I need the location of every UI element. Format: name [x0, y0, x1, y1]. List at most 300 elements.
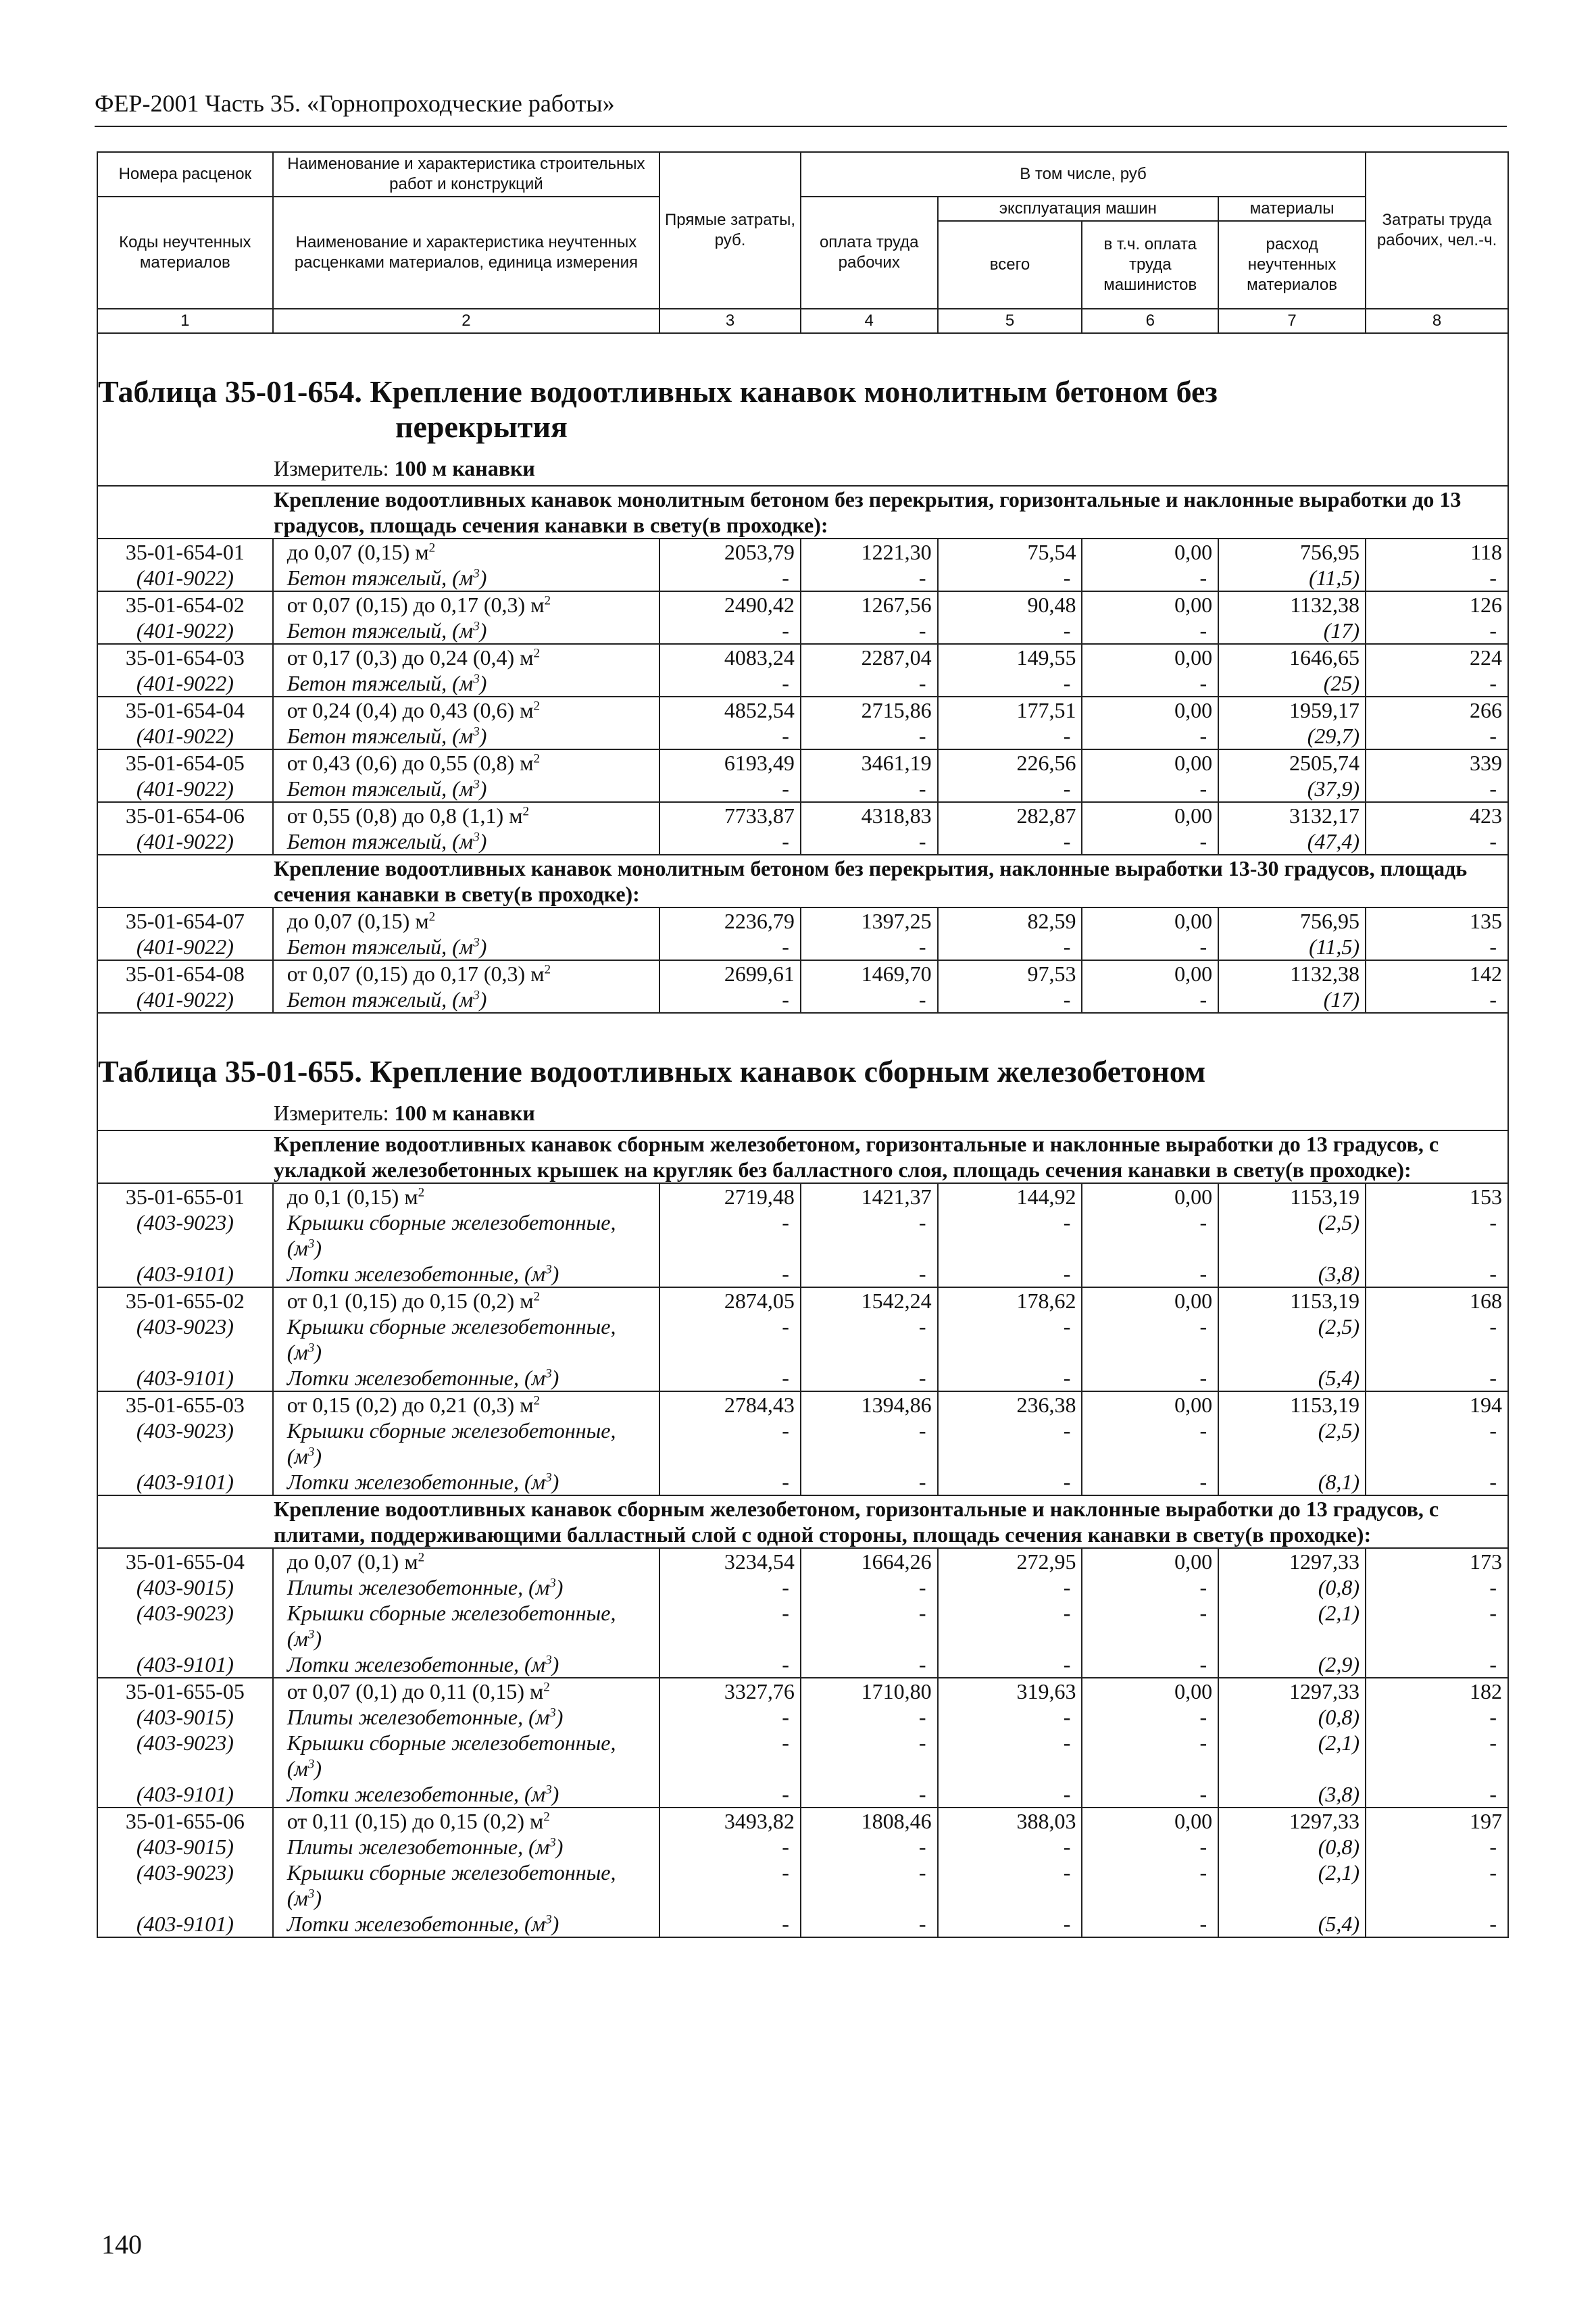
table-title: Таблица 35-01-655. Крепление водоотливных канавок сборным железобетоном [98, 1054, 1206, 1089]
rate-row [97, 1391, 1508, 1418]
dash: - [1082, 776, 1218, 802]
rate-name: до 0,07 (0,15) $м^2$ [273, 907, 659, 934]
material-qty: (8,1) [1218, 1469, 1366, 1495]
material-row [97, 1365, 1508, 1391]
dash: - [1082, 1314, 1218, 1365]
dash: - [801, 1574, 938, 1600]
dash: - [659, 565, 801, 591]
direct-cost: 2719,48 [659, 1183, 801, 1210]
dash: - [1366, 1261, 1508, 1287]
dash: - [1082, 565, 1218, 591]
machinist-pay: 0,00 [1082, 1391, 1218, 1418]
machines-total: 144,92 [938, 1183, 1082, 1210]
material-qty: (0,8) [1218, 1704, 1366, 1730]
dash: - [1366, 1210, 1508, 1261]
col-machines: эксплуатация машин [938, 197, 1219, 221]
material-code: (403-9015) [97, 1834, 273, 1860]
direct-cost: 2053,79 [659, 539, 801, 565]
rate-row [97, 644, 1508, 670]
col-num-5: 5 [938, 309, 1082, 333]
material-qty: (2,5) [1218, 1314, 1366, 1365]
material-row [97, 828, 1508, 855]
materials-cost: 2505,74 [1218, 749, 1366, 776]
rate-code: 35-01-655-01 [97, 1183, 273, 1210]
material-qty: (47,4) [1218, 828, 1366, 855]
materials-cost: 1959,17 [1218, 697, 1366, 723]
material-code: (403-9101) [97, 1781, 273, 1808]
rate-code: 35-01-654-05 [97, 749, 273, 776]
direct-cost: 2490,42 [659, 591, 801, 618]
dash: - [1082, 670, 1218, 697]
labor-hours: 423 [1366, 802, 1508, 828]
material-name: Лотки железобетонные, $(м^3)$ [273, 1261, 659, 1287]
labor-hours: 168 [1366, 1287, 1508, 1314]
col-materials: материалы [1218, 197, 1366, 221]
dash: - [938, 1781, 1082, 1808]
dash: - [801, 1469, 938, 1495]
material-name: Бетон тяжелый, $(м^3)$ [273, 828, 659, 855]
dash: - [1082, 723, 1218, 749]
dash: - [1082, 1860, 1218, 1911]
material-row [97, 776, 1508, 802]
dash: - [801, 1860, 938, 1911]
dash: - [659, 934, 801, 960]
material-qty: (11,5) [1218, 934, 1366, 960]
dash: - [1366, 1730, 1508, 1781]
dash: - [1082, 1210, 1218, 1261]
col-mach-incl: в т.ч. оплата труда машинистов [1082, 221, 1218, 309]
material-name: Крышки сборные железобетонные, $(м^3)$ [273, 1860, 659, 1911]
dash: - [801, 1781, 938, 1808]
material-code: (401-9022) [97, 987, 273, 1013]
rate-name: от 0,43 (0,6) до 0,55 (0,8) $м^2$ [273, 749, 659, 776]
direct-cost: 7733,87 [659, 802, 801, 828]
dash: - [1366, 1834, 1508, 1860]
header-rule [95, 126, 1507, 127]
dash: - [938, 1469, 1082, 1495]
worker-pay: 1267,56 [801, 591, 938, 618]
rate-row [97, 1183, 1508, 1210]
dash: - [938, 1261, 1082, 1287]
labor-hours: 339 [1366, 749, 1508, 776]
rate-row [97, 1678, 1508, 1704]
direct-cost: 2699,61 [659, 960, 801, 987]
machines-total: 90,48 [938, 591, 1082, 618]
dash: - [1082, 1600, 1218, 1651]
direct-cost: 3493,82 [659, 1808, 801, 1834]
material-qty: (29,7) [1218, 723, 1366, 749]
rate-name: до 0,07 (0,1) $м^2$ [273, 1548, 659, 1574]
col-mat-use: расход неучтенных материалов [1218, 221, 1366, 309]
dash: - [1366, 1574, 1508, 1600]
dash: - [659, 618, 801, 644]
dash: - [801, 1365, 938, 1391]
material-row [97, 1730, 1508, 1781]
dash: - [801, 670, 938, 697]
labor-hours: 266 [1366, 697, 1508, 723]
material-code: (403-9023) [97, 1418, 273, 1469]
dash: - [659, 723, 801, 749]
worker-pay: 1221,30 [801, 539, 938, 565]
direct-cost: 3327,76 [659, 1678, 801, 1704]
dash: - [1366, 987, 1508, 1013]
machines-total: 177,51 [938, 697, 1082, 723]
labor-hours: 142 [1366, 960, 1508, 987]
dash: - [659, 1651, 801, 1678]
col-num-6: 6 [1082, 309, 1218, 333]
dash: - [659, 1365, 801, 1391]
material-row [97, 1469, 1508, 1495]
dash: - [801, 1210, 938, 1261]
worker-pay: 1397,25 [801, 907, 938, 934]
material-name: Лотки железобетонные, $(м^3)$ [273, 1365, 659, 1391]
dash: - [1082, 1730, 1218, 1781]
material-qty: (11,5) [1218, 565, 1366, 591]
dash: - [659, 1600, 801, 1651]
material-code: (401-9022) [97, 618, 273, 644]
dash: - [1082, 1365, 1218, 1391]
rate-code: 35-01-654-07 [97, 907, 273, 934]
machines-total: 388,03 [938, 1808, 1082, 1834]
direct-cost: 2236,79 [659, 907, 801, 934]
rate-code: 35-01-655-04 [97, 1548, 273, 1574]
dash: - [659, 1834, 801, 1860]
material-row [97, 1651, 1508, 1678]
material-name: Бетон тяжелый, $(м^3)$ [273, 618, 659, 644]
dash: - [938, 1365, 1082, 1391]
dash: - [801, 987, 938, 1013]
dash: - [938, 723, 1082, 749]
labor-hours: 173 [1366, 1548, 1508, 1574]
machinist-pay: 0,00 [1082, 1548, 1218, 1574]
dash: - [1082, 828, 1218, 855]
dash: - [1366, 1600, 1508, 1651]
dash: - [938, 1600, 1082, 1651]
column-header-table [97, 151, 1509, 334]
table-title: Таблица 35-01-654. Крепление водоотливных канавок монолитным бетоном без перекрытия [98, 374, 1218, 444]
material-code: (403-9023) [97, 1210, 273, 1261]
materials-cost: 756,95 [1218, 907, 1366, 934]
labor-hours: 194 [1366, 1391, 1508, 1418]
direct-cost: 2874,05 [659, 1287, 801, 1314]
dash: - [1082, 1418, 1218, 1469]
dash: - [938, 1860, 1082, 1911]
material-code: (401-9022) [97, 670, 273, 697]
material-code: (403-9023) [97, 1860, 273, 1911]
material-code: (401-9022) [97, 723, 273, 749]
material-qty: (0,8) [1218, 1834, 1366, 1860]
machinist-pay: 0,00 [1082, 644, 1218, 670]
dash: - [1082, 987, 1218, 1013]
dash: - [801, 828, 938, 855]
material-row [97, 1418, 1508, 1469]
table-measure: Измеритель: 100 м канавки [274, 456, 535, 480]
material-name: Лотки железобетонные, $(м^3)$ [273, 1781, 659, 1808]
dash: - [801, 1314, 938, 1365]
machinist-pay: 0,00 [1082, 802, 1218, 828]
dash: - [1366, 1651, 1508, 1678]
machinist-pay: 0,00 [1082, 1808, 1218, 1834]
dash: - [659, 828, 801, 855]
material-code: (403-9101) [97, 1365, 273, 1391]
materials-cost: 1297,33 [1218, 1808, 1366, 1834]
materials-cost: 1132,38 [1218, 960, 1366, 987]
material-code: (403-9101) [97, 1469, 273, 1495]
dash: - [659, 1911, 801, 1937]
machinist-pay: 0,00 [1082, 539, 1218, 565]
machines-total: 82,59 [938, 907, 1082, 934]
worker-pay: 1421,37 [801, 1183, 938, 1210]
material-qty: (5,4) [1218, 1365, 1366, 1391]
material-row [97, 670, 1508, 697]
machinist-pay: 0,00 [1082, 749, 1218, 776]
material-qty: (2,1) [1218, 1860, 1366, 1911]
materials-cost: 1297,33 [1218, 1678, 1366, 1704]
dash: - [659, 1781, 801, 1808]
dash: - [801, 1911, 938, 1937]
machines-total: 75,54 [938, 539, 1082, 565]
rate-name: от 0,07 (0,15) до 0,17 (0,3) $м^2$ [273, 591, 659, 618]
machines-total: 149,55 [938, 644, 1082, 670]
section-heading: Крепление водоотливных канавок монолитным бетоном без перекрытия, горизонтальные и наклонные выработки до 13 градусов, площадь сечения канавки в свету(в проходке): [97, 486, 1508, 539]
dash: - [659, 987, 801, 1013]
rate-code: 35-01-655-03 [97, 1391, 273, 1418]
rate-row [97, 907, 1508, 934]
material-row [97, 1261, 1508, 1287]
machinist-pay: 0,00 [1082, 697, 1218, 723]
rate-code: 35-01-654-06 [97, 802, 273, 828]
material-code: (403-9015) [97, 1704, 273, 1730]
materials-cost: 1153,19 [1218, 1287, 1366, 1314]
material-code: (403-9101) [97, 1651, 273, 1678]
rate-name: от 0,55 (0,8) до 0,8 (1,1) $м^2$ [273, 802, 659, 828]
col-mach-all: всего [938, 221, 1082, 309]
materials-cost: 3132,17 [1218, 802, 1366, 828]
dash: - [659, 1704, 801, 1730]
dash: - [1082, 1469, 1218, 1495]
dash: - [1082, 1834, 1218, 1860]
rate-code: 35-01-655-05 [97, 1678, 273, 1704]
rate-name: от 0,17 (0,3) до 0,24 (0,4) $м^2$ [273, 644, 659, 670]
machines-total: 97,53 [938, 960, 1082, 987]
material-row [97, 1704, 1508, 1730]
direct-cost: 2784,43 [659, 1391, 801, 1418]
dash: - [801, 1730, 938, 1781]
dash: - [1366, 1314, 1508, 1365]
col-pay: оплата труда рабочих [801, 197, 938, 309]
rate-name: до 0,07 (0,15) $м^2$ [273, 539, 659, 565]
machinist-pay: 0,00 [1082, 907, 1218, 934]
rate-code: 35-01-654-08 [97, 960, 273, 987]
material-qty: (3,8) [1218, 1261, 1366, 1287]
dash: - [801, 934, 938, 960]
material-qty: (2,1) [1218, 1600, 1366, 1651]
dash: - [1366, 565, 1508, 591]
labor-hours: 126 [1366, 591, 1508, 618]
dash: - [1366, 1911, 1508, 1937]
material-name: Крышки сборные железобетонные, $(м^3)$ [273, 1210, 659, 1261]
material-name: Плиты железобетонные, $(м^3)$ [273, 1834, 659, 1860]
col-rates-no: Номера расценок [97, 152, 273, 197]
dash: - [938, 1834, 1082, 1860]
dash: - [938, 1418, 1082, 1469]
material-row [97, 723, 1508, 749]
material-name: Бетон тяжелый, $(м^3)$ [273, 987, 659, 1013]
material-qty: (5,4) [1218, 1911, 1366, 1937]
material-name: Лотки железобетонные, $(м^3)$ [273, 1911, 659, 1937]
machines-total: 272,95 [938, 1548, 1082, 1574]
rate-name: от 0,15 (0,2) до 0,21 (0,3) $м^2$ [273, 1391, 659, 1418]
dash: - [1082, 1704, 1218, 1730]
material-name: Лотки железобетонные, $(м^3)$ [273, 1469, 659, 1495]
dash: - [938, 565, 1082, 591]
material-code: (403-9023) [97, 1730, 273, 1781]
dash: - [1366, 1469, 1508, 1495]
material-qty: (0,8) [1218, 1574, 1366, 1600]
machinist-pay: 0,00 [1082, 1287, 1218, 1314]
material-row [97, 934, 1508, 960]
dash: - [801, 1834, 938, 1860]
worker-pay: 4318,83 [801, 802, 938, 828]
material-name: Крышки сборные железобетонные, $(м^3)$ [273, 1314, 659, 1365]
worker-pay: 1394,86 [801, 1391, 938, 1418]
dash: - [659, 1574, 801, 1600]
worker-pay: 1469,70 [801, 960, 938, 987]
material-row [97, 1210, 1508, 1261]
machinist-pay: 0,00 [1082, 960, 1218, 987]
material-qty: (37,9) [1218, 776, 1366, 802]
material-row [97, 1574, 1508, 1600]
col-name: Наименование и характеристика строительных работ и конструкций [273, 152, 659, 197]
dash: - [938, 934, 1082, 960]
dash: - [938, 1574, 1082, 1600]
worker-pay: 3461,19 [801, 749, 938, 776]
materials-cost: 1297,33 [1218, 1548, 1366, 1574]
rate-name: от 0,24 (0,4) до 0,43 (0,6) $м^2$ [273, 697, 659, 723]
page-header: ФЕР-2001 Часть 35. «Горнопроходческие работы» [95, 90, 615, 117]
rate-row [97, 1808, 1508, 1834]
col-num-7: 7 [1218, 309, 1366, 333]
material-qty: (17) [1218, 618, 1366, 644]
dash: - [801, 565, 938, 591]
dash: - [659, 1261, 801, 1287]
col-num-2: 2 [273, 309, 659, 333]
dash: - [1082, 1261, 1218, 1287]
rate-code: 35-01-654-02 [97, 591, 273, 618]
material-qty: (17) [1218, 987, 1366, 1013]
dash: - [938, 1704, 1082, 1730]
materials-cost: 1153,19 [1218, 1391, 1366, 1418]
materials-cost: 1646,65 [1218, 644, 1366, 670]
machines-total: 178,62 [938, 1287, 1082, 1314]
material-row [97, 987, 1508, 1013]
worker-pay: 1808,46 [801, 1808, 938, 1834]
dash: - [801, 776, 938, 802]
dash: - [1366, 670, 1508, 697]
material-row [97, 1600, 1508, 1651]
dash: - [801, 1704, 938, 1730]
dash: - [1366, 776, 1508, 802]
machines-total: 319,63 [938, 1678, 1082, 1704]
section-heading: Крепление водоотливных канавок сборным железобетоном, горизонтальные и наклонные выработки до 13 градусов, с укладкой железобетонных крышек на кругляк без балластного слоя, площадь сечения канавки в свету(в проходке): [97, 1130, 1508, 1183]
worker-pay: 1664,26 [801, 1548, 938, 1574]
labor-hours: 197 [1366, 1808, 1508, 1834]
machines-total: 282,87 [938, 802, 1082, 828]
labor-hours: 118 [1366, 539, 1508, 565]
dash: - [1366, 1860, 1508, 1911]
dash: - [801, 1418, 938, 1469]
dash: - [659, 1314, 801, 1365]
dash: - [1366, 1781, 1508, 1808]
material-name: Бетон тяжелый, $(м^3)$ [273, 776, 659, 802]
material-row [97, 1911, 1508, 1937]
dash: - [938, 1730, 1082, 1781]
material-name: Бетон тяжелый, $(м^3)$ [273, 565, 659, 591]
rate-row [97, 1548, 1508, 1574]
dash: - [938, 1210, 1082, 1261]
materials-cost: 756,95 [1218, 539, 1366, 565]
worker-pay: 2287,04 [801, 644, 938, 670]
dash: - [938, 776, 1082, 802]
material-code: (401-9022) [97, 565, 273, 591]
rate-row [97, 1287, 1508, 1314]
dash: - [659, 1469, 801, 1495]
rate-row [97, 960, 1508, 987]
machinist-pay: 0,00 [1082, 1183, 1218, 1210]
material-qty: (2,9) [1218, 1651, 1366, 1678]
dash: - [659, 776, 801, 802]
dash: - [659, 1210, 801, 1261]
dash: - [938, 670, 1082, 697]
rate-row [97, 539, 1508, 565]
page-number: 140 [101, 2229, 142, 2260]
material-qty: (2,5) [1218, 1210, 1366, 1261]
material-name: Плиты железобетонные, $(м^3)$ [273, 1704, 659, 1730]
material-code: (403-9101) [97, 1261, 273, 1287]
materials-cost: 1132,38 [1218, 591, 1366, 618]
material-code: (403-9101) [97, 1911, 273, 1937]
material-name: Бетон тяжелый, $(м^3)$ [273, 934, 659, 960]
labor-hours: 135 [1366, 907, 1508, 934]
material-name: Бетон тяжелый, $(м^3)$ [273, 670, 659, 697]
col-num-1: 1 [97, 309, 273, 333]
worker-pay: 1710,80 [801, 1678, 938, 1704]
rate-name: от 0,07 (0,15) до 0,17 (0,3) $м^2$ [273, 960, 659, 987]
rates-table [97, 334, 1509, 1938]
rate-name: до 0,1 (0,15) $м^2$ [273, 1183, 659, 1210]
col-name2: Наименование и характеристика неучтенных расценками материалов, единица измерения [273, 197, 659, 309]
dash: - [801, 1651, 938, 1678]
direct-cost: 4852,54 [659, 697, 801, 723]
machinist-pay: 0,00 [1082, 1678, 1218, 1704]
material-name: Крышки сборные железобетонные, $(м^3)$ [273, 1730, 659, 1781]
dash: - [1366, 723, 1508, 749]
worker-pay: 2715,86 [801, 697, 938, 723]
material-qty: (2,5) [1218, 1418, 1366, 1469]
rate-row [97, 591, 1508, 618]
material-code: (401-9022) [97, 934, 273, 960]
material-code: (401-9022) [97, 828, 273, 855]
dash: - [1366, 1365, 1508, 1391]
col-labor: Затраты труда рабочих, чел.-ч. [1366, 152, 1508, 309]
dash: - [801, 1600, 938, 1651]
rate-name: от 0,11 (0,15) до 0,15 (0,2) $м^2$ [273, 1808, 659, 1834]
col-num-4: 4 [801, 309, 938, 333]
material-qty: (3,8) [1218, 1781, 1366, 1808]
dash: - [659, 670, 801, 697]
dash: - [659, 1730, 801, 1781]
dash: - [1082, 618, 1218, 644]
